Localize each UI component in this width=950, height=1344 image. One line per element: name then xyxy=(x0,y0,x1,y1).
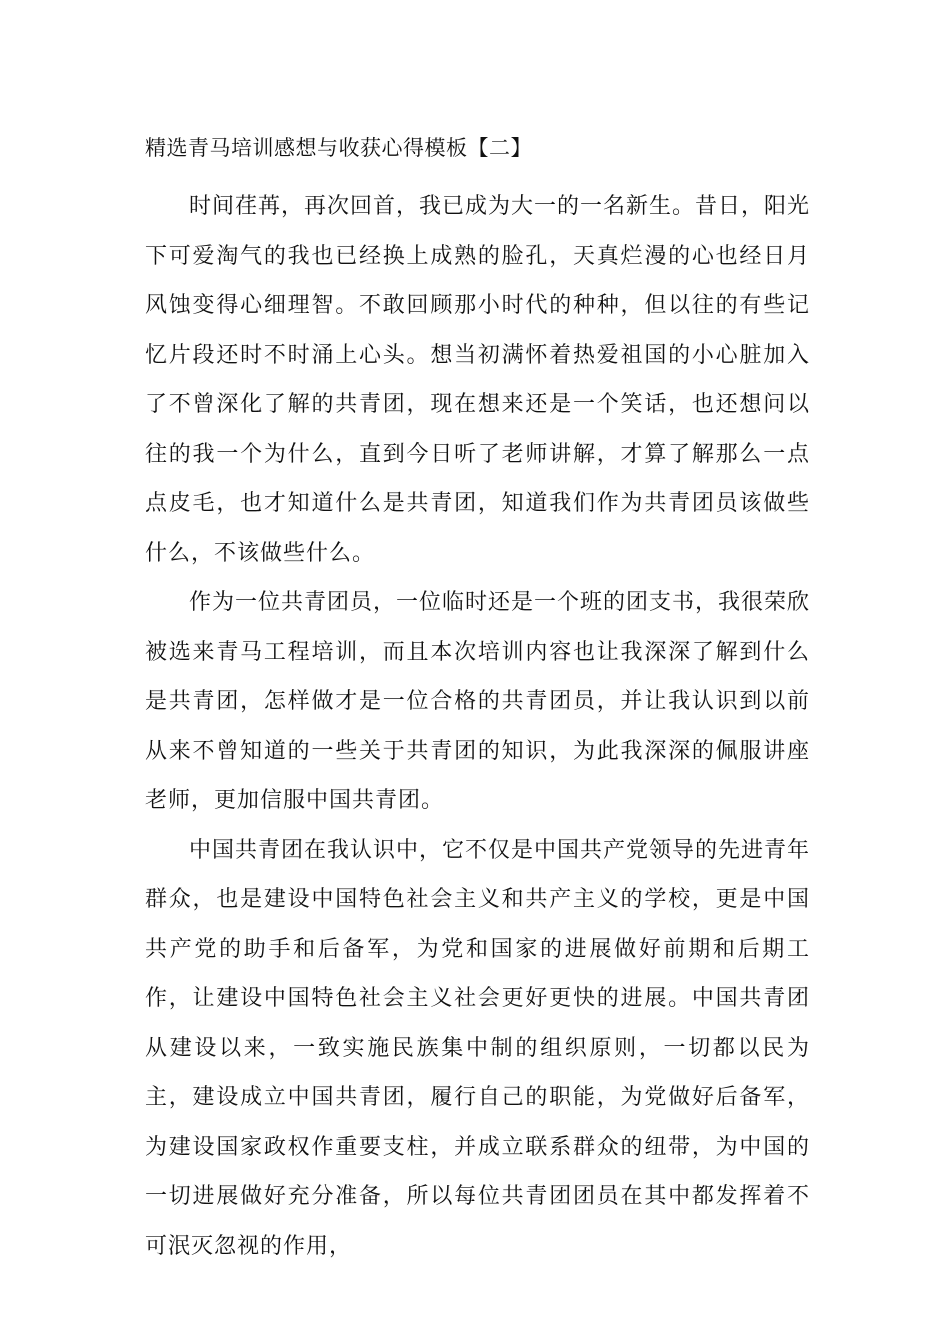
paragraph-3: 中国共青团在我认识中，它不仅是中国共产党领导的先进青年群众，也是建设中国特色社会主义和共产主义的学校，更是中国共产党的助手和后备军，为党和国家的进展做好前期和后期工作，让建设中国特色社会主义社会更好更快的进展。中国共青团从建设以来，一致实施民族集中制的组织原则，一切都以民为主，建设成立中国共青团，履行自己的职能，为党做好后备军，为建设国家政权作重要支柱，并成立联系群众的纽带，为中国的一切进展做好充分准备，所以每位共青团团员在其中都发挥着不可泯灭忽视的作用， xyxy=(145,837,811,1259)
document-title: 精选青马培训感想与收获心得模板【二】 xyxy=(145,136,532,160)
document-body xyxy=(145,182,810,1271)
paragraph-1: 时间荏苒，再次回首，我已成为大一的一名新生。昔日，阳光下可爱淘气的我也已经换上成熟的脸孔，天真烂漫的心也经日月风蚀变得心细理智。不敢回顾那小时代的种种，但以往的有些记忆片段还时不时涌上心头。想当初满怀着热爱祖国的小心脏加入了不曾深化了解的共青团，现在想来还是一个笑话，也还想问以往的我一个为什么，直到今日听了老师讲解，才算了解那么一点点皮毛，也才知道什么是共青团，知道我们作为共青团员该做些什么，不该做些什么。 xyxy=(145,194,811,566)
paragraph-2: 作为一位共青团员，一位临时还是一个班的团支书，我很荣欣被选来青马工程培训，而且本次培训内容也让我深深了解到什么是共青团，怎样做才是一位合格的共青团员，并让我认识到以前从来不曾知道的一些关于共青团的知识，为此我深深的佩服讲座老师，更加信服中国共青团。 xyxy=(145,590,811,813)
